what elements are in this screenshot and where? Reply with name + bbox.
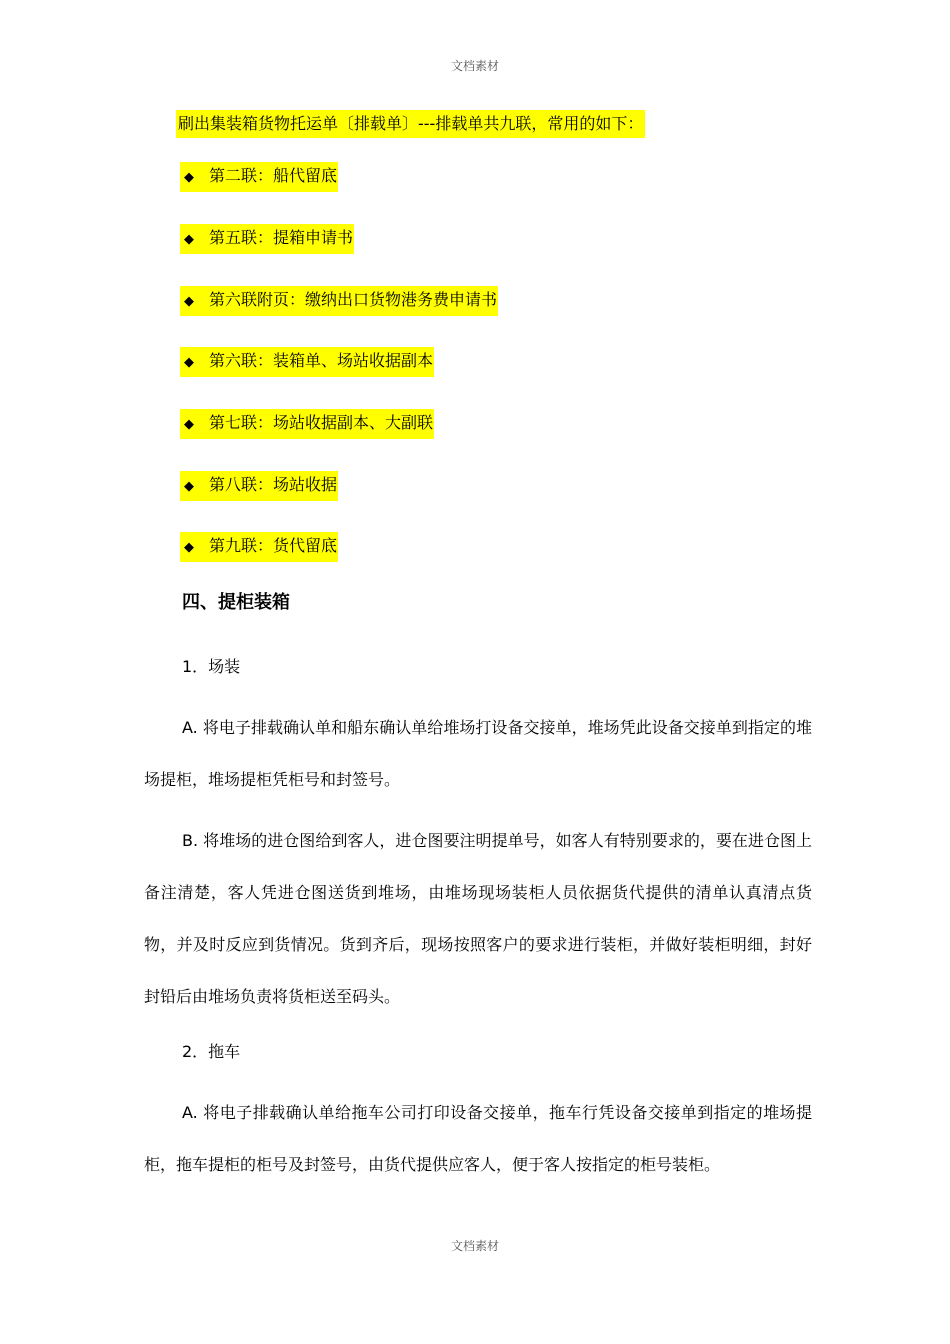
- bullet-text: 第七联：场站收据副本、大副联: [209, 413, 434, 432]
- subheading-trailer: 2．拖车: [182, 1042, 241, 1061]
- diamond-bullet-icon: ◆: [184, 232, 194, 247]
- diamond-bullet-icon: ◆: [184, 479, 194, 494]
- bullet-text: 第八联：场站收据: [209, 475, 338, 494]
- diamond-bullet-icon: ◆: [184, 417, 194, 432]
- bullet-item: [180, 286, 498, 316]
- page-header: 文档素材: [450, 59, 499, 73]
- bullet-text: 第二联：船代留底: [209, 166, 338, 185]
- bullet-text: 第九联：货代留底: [209, 536, 338, 555]
- paragraph-a2: A. 将电子排载确认单给拖车公司打印设备交接单，拖车行凭设备交接单到指定的堆场提柜，拖车提柜的柜号及封签号，由货代提供应客人，便于客人按指定的柜号装柜。: [144, 1103, 812, 1174]
- bullet-item: [180, 471, 338, 501]
- paragraph-a1: A. 将电子排载确认单和船东确认单给堆场打设备交接单，堆场凭此设备交接单到指定的堆场提柜，堆场提柜凭柜号和封签号。: [144, 718, 812, 789]
- bullet-item: [180, 409, 434, 439]
- diamond-bullet-icon: ◆: [184, 540, 194, 555]
- bullet-text: 第五联：提箱申请书: [209, 228, 354, 247]
- bullet-text: 第六联：装箱单、场站收据副本: [209, 351, 434, 370]
- intro-line: 刷出集装箱货物托运单〔排载单〕---排载单共九联，常用的如下：: [176, 110, 645, 138]
- bullet-item: [180, 224, 354, 254]
- subheading-site-loading: 1．场装: [182, 657, 241, 676]
- bullet-item: [180, 532, 338, 562]
- diamond-bullet-icon: ◆: [184, 294, 194, 309]
- diamond-bullet-icon: ◆: [184, 170, 194, 185]
- section-heading: 四、提柜装箱: [182, 592, 290, 613]
- paragraph-b1: B. 将堆场的进仓图给到客人，进仓图要注明提单号，如客人有特别要求的，要在进仓图上备注清楚，客人凭进仓图送货到堆场，由堆场现场装柜人员依据货代提供的清单认真清点货物，并及时反应到货情况。货到齐后，现场按照客户的要求进行装柜，并做好装柜明细，封好封铅后由堆场负责将货柜送至码头。: [144, 831, 812, 1006]
- page-footer: 文档素材: [450, 1239, 499, 1253]
- bullet-item: [180, 162, 338, 192]
- diamond-bullet-icon: ◆: [184, 355, 194, 370]
- bullet-item: [180, 347, 434, 377]
- bullet-text: 第六联附页：缴纳出口货物港务费申请书: [209, 290, 498, 309]
